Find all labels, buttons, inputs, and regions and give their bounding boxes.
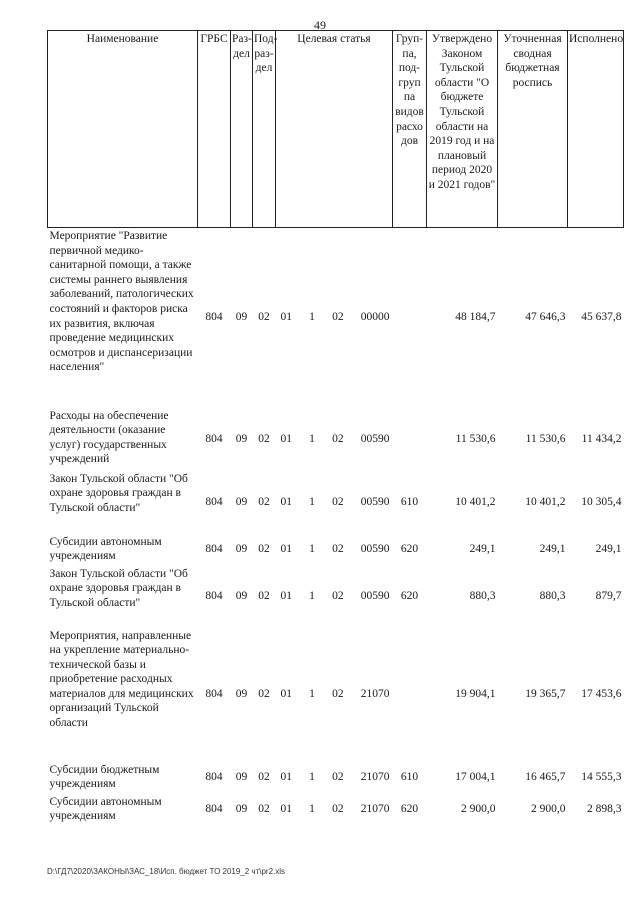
row-target-direction: 21070 — [360, 803, 390, 816]
row-grbs: 804 — [205, 590, 223, 603]
header-section: Раз-дел — [231, 31, 253, 228]
row-grbs: 804 — [205, 771, 223, 784]
row-revised: 10 401,2 — [525, 495, 566, 508]
row-section: 09 — [235, 311, 248, 324]
row-target-direction: 21070 — [360, 688, 390, 701]
row-approved: 10 401,2 — [455, 495, 496, 508]
row-revised: 249,1 — [539, 543, 566, 556]
row-target-type: 1 — [309, 495, 315, 508]
row-group: 620 — [400, 803, 419, 816]
row-target-direction: 00590 — [360, 495, 390, 508]
row-section: 09 — [235, 543, 248, 556]
row-target — [276, 534, 393, 566]
row-target-type: 1 — [309, 432, 315, 445]
row-target-program: 01 — [280, 803, 292, 816]
row-group: 620 — [400, 590, 419, 603]
row-group — [393, 628, 427, 762]
row-revised: 2 900,0 — [531, 803, 566, 816]
row-target-direction: 21070 — [360, 771, 390, 784]
row-target-subprogram: 02 — [332, 543, 344, 556]
row-name: Закон Тульской области "Об охране здоровья граждан в Тульской области" — [49, 472, 188, 514]
row-section: 09 — [235, 771, 248, 784]
row-group: 620 — [400, 543, 419, 556]
table-row — [48, 408, 624, 471]
table-row — [48, 534, 624, 566]
row-target-program: 01 — [280, 771, 292, 784]
row-executed: 879,7 — [595, 590, 622, 603]
row-revised: 47 646,3 — [525, 311, 566, 324]
row-target — [276, 228, 393, 408]
row-executed: 11 434,2 — [581, 432, 622, 445]
row-executed: 10 305,4 — [581, 495, 622, 508]
row-target-subprogram: 02 — [332, 432, 344, 445]
header-target: Целевая статья — [276, 31, 393, 228]
row-target-subprogram: 02 — [332, 311, 344, 324]
row-target-direction: 00000 — [360, 311, 390, 324]
table-row — [48, 762, 624, 794]
row-group: 610 — [400, 495, 419, 508]
row-name: Субсидии автономным учреждениям — [49, 795, 162, 823]
row-revised: 19 365,7 — [525, 688, 566, 701]
row-grbs: 804 — [205, 688, 223, 701]
row-name: Субсидии бюджетным учреждениям — [49, 763, 160, 791]
row-section: 09 — [235, 803, 248, 816]
row-target — [276, 794, 393, 826]
row-subsection: 02 — [258, 590, 270, 603]
file-path-footer: D:\ГД7\2020\ЗАКОНЫ\ЗАС_18\Исп. бюджет ТО 2019_2 чт\pr2.xls — [47, 867, 286, 876]
header-approved: Утверждено Законом Тульской области "О бюджете Тульской области на 2019 год и на плановый период 2020 и 2021 годов" — [427, 31, 498, 228]
row-approved: 249,1 — [469, 543, 496, 556]
row-target-program: 01 — [280, 688, 292, 701]
row-target-type: 1 — [309, 590, 315, 603]
row-subsection: 02 — [258, 688, 270, 701]
table-row — [48, 471, 624, 534]
header-executed: Исполнено — [568, 31, 624, 228]
row-approved: 2 900,0 — [461, 803, 496, 816]
table-row — [48, 566, 624, 628]
row-executed: 17 453,6 — [581, 688, 622, 701]
row-executed: 249,1 — [595, 543, 622, 556]
row-target-type: 1 — [309, 688, 315, 701]
row-name: Мероприятие "Развитие первичной медико-санитарной помощи, а также системы раннего выявления заболеваний, патологических состояний и факторов риска их развития, включая проведение медицинских осмотров и диспансеризации населения" — [49, 230, 194, 374]
row-grbs: 804 — [205, 803, 223, 816]
row-target-program: 01 — [280, 432, 292, 445]
row-section: 09 — [235, 688, 248, 701]
header-revised: Уточненная сводная бюджетная роспись — [498, 31, 568, 228]
row-subsection: 02 — [258, 803, 270, 816]
row-target-subprogram: 02 — [332, 771, 344, 784]
row-target-direction: 00590 — [360, 432, 390, 445]
row-revised: 880,3 — [539, 590, 566, 603]
row-approved: 11 530,6 — [455, 432, 496, 445]
row-target-subprogram: 02 — [332, 590, 344, 603]
row-target — [276, 566, 393, 628]
row-group — [393, 228, 427, 408]
page-number: 49 — [314, 18, 326, 32]
row-section: 09 — [235, 432, 248, 445]
row-target — [276, 762, 393, 794]
row-group — [393, 408, 427, 471]
row-grbs: 804 — [205, 495, 223, 508]
row-executed: 45 637,8 — [581, 311, 622, 324]
header-grbs: ГРБС — [198, 31, 231, 228]
row-grbs: 804 — [205, 543, 223, 556]
row-target-subprogram: 02 — [332, 803, 344, 816]
row-target-subprogram: 02 — [332, 495, 344, 508]
row-grbs: 804 — [205, 311, 223, 324]
row-approved: 19 904,1 — [455, 688, 496, 701]
row-target-type: 1 — [309, 803, 315, 816]
row-revised: 11 530,6 — [525, 432, 566, 445]
table-header-row — [48, 31, 624, 228]
row-approved: 17 004,1 — [455, 771, 496, 784]
row-approved: 48 184,7 — [455, 311, 496, 324]
row-approved: 880,3 — [469, 590, 496, 603]
row-target-direction: 00590 — [360, 543, 390, 556]
header-expense-group: Груп-па, под-груп па видов расхо дов — [393, 31, 427, 228]
row-subsection: 02 — [258, 432, 270, 445]
row-group: 610 — [400, 771, 419, 784]
row-subsection: 02 — [258, 311, 270, 324]
row-name: Закон Тульской области "Об охране здоровья граждан в Тульской области" — [49, 567, 188, 609]
budget-table — [47, 30, 624, 826]
table-row — [48, 628, 624, 762]
row-executed: 2 898,3 — [587, 803, 622, 816]
row-subsection: 02 — [258, 495, 270, 508]
row-grbs: 804 — [205, 432, 223, 445]
row-target-program: 01 — [280, 311, 292, 324]
row-target-type: 1 — [309, 311, 315, 324]
row-subsection: 02 — [258, 771, 270, 784]
row-section: 09 — [235, 590, 248, 603]
row-name: Мероприятия, направленные на укрепление материально-технической базы и приобретение расходных материалов для медицинских организаций Тульской области — [49, 629, 194, 730]
row-subsection: 02 — [258, 543, 270, 556]
header-name: Наименование — [48, 31, 198, 228]
row-target — [276, 471, 393, 534]
row-revised: 16 465,7 — [525, 771, 566, 784]
row-target-subprogram: 02 — [332, 688, 344, 701]
row-target-program: 01 — [280, 590, 292, 603]
row-target-type: 1 — [309, 771, 315, 784]
row-name: Субсидии автономным учреждениям — [49, 535, 162, 563]
table-row — [48, 228, 624, 408]
row-section: 09 — [235, 495, 248, 508]
row-name: Расходы на обеспечение деятельности (оказание услуг) государственных учреждений — [49, 409, 169, 466]
header-subsection: Под-раз-дел — [253, 31, 276, 228]
table-row — [48, 794, 624, 826]
row-target — [276, 408, 393, 471]
row-target — [276, 628, 393, 762]
row-target-type: 1 — [309, 543, 315, 556]
row-executed: 14 555,3 — [581, 771, 622, 784]
row-target-program: 01 — [280, 543, 292, 556]
row-target-direction: 00590 — [360, 590, 390, 603]
row-target-program: 01 — [280, 495, 292, 508]
